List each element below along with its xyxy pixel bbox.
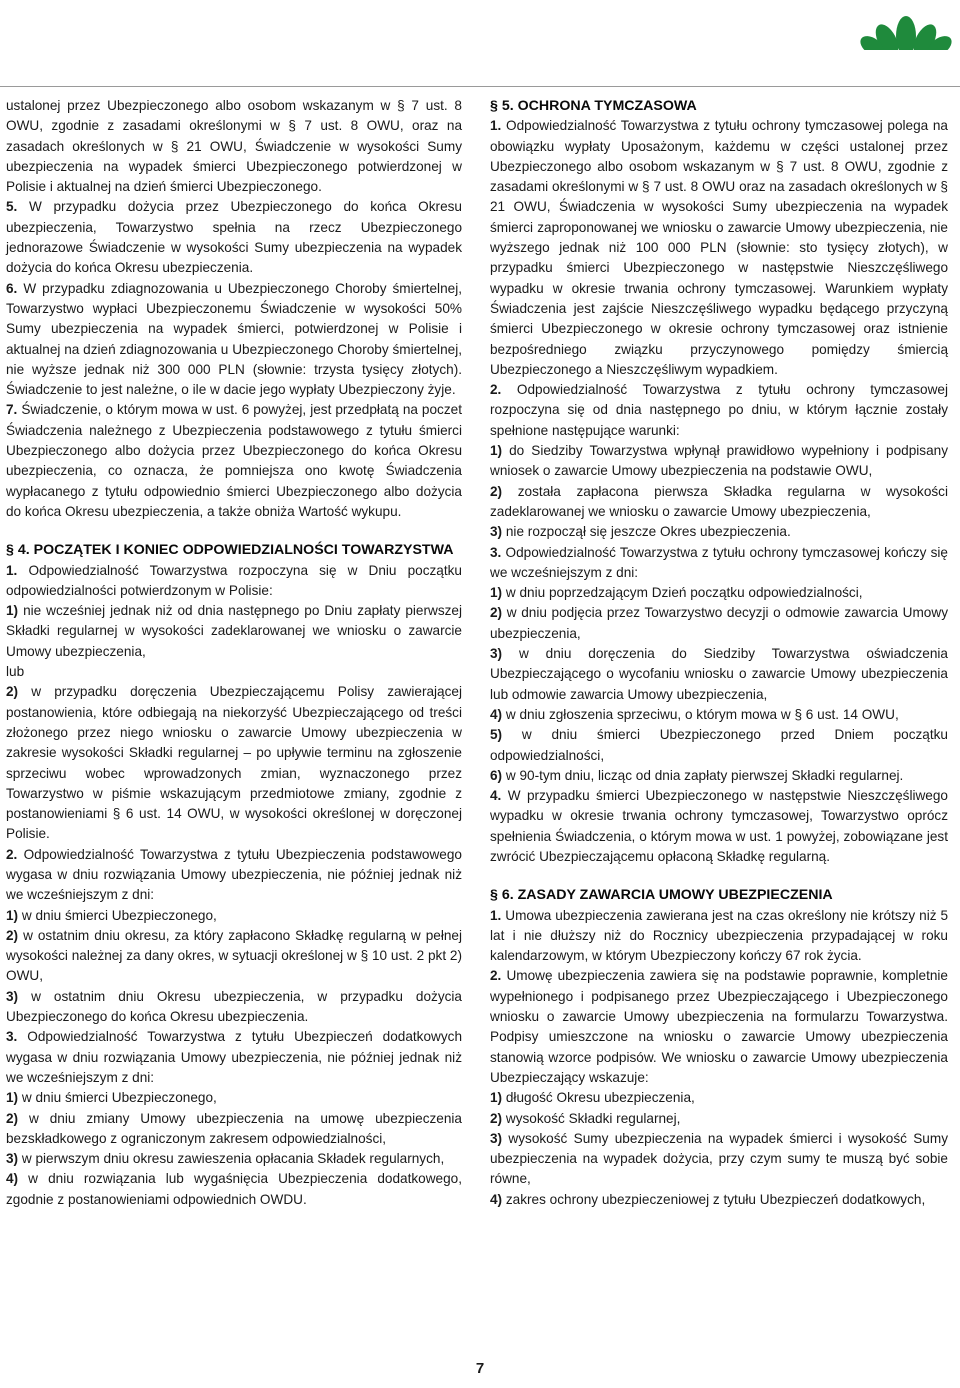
right-column (490, 96, 948, 1210)
paragraph (490, 644, 948, 705)
paragraph (6, 279, 462, 401)
paragraph (6, 1149, 462, 1169)
paragraph-number: 2. (490, 382, 502, 398)
paragraph-number: 1) (6, 603, 19, 619)
paragraph (490, 1190, 948, 1210)
paragraph (6, 1027, 462, 1088)
paragraph-number: 2) (490, 605, 503, 621)
paragraph-text: wysokość Składki regularnej, (502, 1110, 681, 1126)
header-divider (0, 86, 960, 87)
paragraph-number: 2. (490, 968, 502, 984)
paragraph-text: Odpowiedzialność Towarzystwa z tytułu ochrony tymczasowej rozpoczyna się od dnia następnego po dniu, w którym łącznie zostały spełnione następujące warunki: (490, 382, 948, 438)
paragraph-text: Umowa ubezpieczenia zawierana jest na czas określony nie krótszy niż 5 lat i nie dłuższy niż do Rocznicy ubezpieczenia przypadającej w roku kalendarzowym, w którym Ubezpieczony kończy 67 rok życia. (490, 907, 948, 964)
paragraph-text: długość Okresu ubezpieczenia, (502, 1090, 695, 1106)
paragraph (6, 1169, 462, 1210)
paragraph (6, 906, 462, 926)
paragraph (490, 906, 948, 967)
paragraph-text: Umowę ubezpieczenia zawiera się na podstawie poprawnie, kompletnie wypełnionego i podpisanego przez Ubezpieczającego i Ubezpieczonego wniosku o zawarcie Umowy ubezpieczenia na formularzu Towarzystwa. Podpisy umieszczone na wniosku o zawarcie Umowy ubezpieczenia stanowią wzorce podpisów. We wniosku o zawarcie Umowy ubezpieczenia Ubezpieczający wskazuje: (490, 968, 948, 1085)
paragraph (490, 603, 948, 644)
paragraph (490, 583, 948, 603)
paragraph-text: w dniu zgłoszenia sprzeciwu, o którym mowa w § 6 ust. 14 OWU, (502, 706, 899, 722)
paragraph-text: w ostatnim dniu Okresu ubezpieczenia, w przypadku dożycia Ubezpieczonego do końca Okresu ubezpieczenia. (6, 988, 462, 1025)
paragraph-number: 2) (6, 1110, 19, 1126)
paragraph-text: Odpowiedzialność Towarzystwa z tytułu Ubezpieczenia podstawowego wygasa w dniu rozwiązania Umowy ubezpieczenia, nie później jednak niż we wcześniejszym z dni: (6, 846, 462, 903)
paragraph-number: 6) (490, 767, 503, 783)
paragraph-number: 2) (6, 927, 19, 943)
paragraph (6, 1088, 462, 1108)
paragraph (6, 926, 462, 987)
paragraph-text: nie rozpoczął się jeszcze Okres ubezpieczenia. (502, 524, 791, 540)
paragraph-text: Odpowiedzialność Towarzystwa rozpoczyna się w Dniu początku odpowiedzialności potwierdzonym w Polisie: (6, 562, 462, 598)
company-logo-icon (860, 6, 952, 56)
paragraph (6, 561, 462, 602)
paragraph-text: W przypadku dożycia przez Ubezpieczonego do końca Okresu ubezpieczenia, Towarzystwo spełnia na rzecz Ubezpieczonego jednorazowe Świadczenie w wysokości Sumy ubezpieczenia na wypadek dożycia do końca Okresu ubezpieczenia. (6, 199, 462, 276)
paragraph-number: 1. (6, 562, 18, 578)
paragraph-number: 3) (6, 1151, 19, 1167)
paragraph (6, 400, 462, 522)
paragraph (490, 725, 948, 766)
paragraph-text: W przypadku śmierci Ubezpieczonego w następstwie Nieszczęśliwego wypadku w okresie trwania ochrony tymczasowej, Towarzystwo oprócz spełnienia Świadczenia, o którym mowa w ust. 1 powyżej, zobowiązane jest zwrócić Ubezpieczającemu opłaconą Składkę regularną. (490, 788, 948, 864)
paragraph-text: w dniu zmiany Umowy ubezpieczenia na umowę ubezpieczenia bezskładkowego z ograniczonym zakresem odpowiedzialności, (6, 1110, 462, 1146)
paragraph-number: 3. (6, 1029, 18, 1045)
paragraph-text: zakres ochrony ubezpieczeniowej z tytułu Ubezpieczeń dodatkowych, (502, 1191, 926, 1207)
paragraph-number: 3. (490, 544, 502, 560)
paragraph-number: 6. (6, 280, 18, 296)
paragraph-text: w pierwszym dniu okresu zawieszenia opłacania Składek regularnych, (18, 1151, 445, 1167)
paragraph (6, 987, 462, 1028)
paragraph-number: 1) (490, 443, 503, 459)
paragraph (6, 682, 462, 844)
paragraph (490, 380, 948, 441)
paragraph-text: w dniu poprzedzającym Dzień początku odpowiedzialności, (502, 585, 863, 601)
paragraph-text: w przypadku doręczenia Ubezpieczającemu Polisy zawierającej postanowienia, które odbiegają na niekorzyść Ubezpieczającego od treści złożonego przez niego wniosku o zawarcie Umowy ubezpieczenia w zakresie wysokości Składki regularnej – po upływie terminu na zgłoszenie sprzeciwu wobec wprowadzonych zmian, wyznaczonego przez Towarzystwo w piśmie wskazującym przedmiotowe zmiany, zgodnie z postanowieniami § 6 ust. 14 OWU, w wysokości określonej w doręczonej Polisie. (6, 684, 462, 842)
paragraph-number: 3) (490, 646, 503, 662)
paragraph (6, 601, 462, 662)
paragraph (490, 966, 948, 1088)
left-column (6, 96, 462, 1210)
paragraph (490, 766, 948, 786)
paragraph-number: 2) (490, 483, 503, 499)
paragraph-text: w dniu podjęcia przez Towarzystwo decyzji o odmowie zawarcia Umowy ubezpieczenia, (490, 605, 948, 641)
paragraph-number: 1. (490, 118, 502, 134)
paragraph (6, 1109, 462, 1150)
paragraph-text: wysokość Sumy ubezpieczenia na wypadek śmierci i wysokość Sumy ubezpieczenia na wypadek dożycia, przy czym sumy te muszą być sobie równe, (490, 1130, 948, 1187)
paragraph (490, 705, 948, 725)
paragraph-number: 2) (6, 684, 19, 700)
section-heading: § 4. POCZĄTEK I KONIEC ODPOWIEDZIALNOŚCI TOWARZYSTWA (6, 542, 454, 559)
paragraph-text: lub (6, 664, 25, 680)
paragraph-text: do Siedziby Towarzystwa wpłynął prawidłowo wypełniony i podpisany wniosek o zawarcie Umowy ubezpieczenia na podstawie OWU, (490, 443, 948, 479)
section-gap (490, 867, 948, 885)
section-heading: § 5. OCHRONA TYMCZASOWA (490, 98, 697, 114)
paragraph-text: Odpowiedzialność Towarzystwa z tytułu ochrony tymczasowej polega na obowiązku wypłaty Uposażonym, każdemu w części ustalonej przez Ubezpieczonego albo osobom wskazanym w § 7 ust. 8 OWU, zgodnie z zasadami określonymi w § 7 ust. 8 OWU oraz na zasadach określonych w § 21 OWU, Świadczenia w wysokości Sumy ubezpieczenia na wypadek śmierci zaproponowanej we wniosku o zawarcie Umowy ubezpieczenia, nie wyższego jednak niż 100 000 PLN (słownie: sto tysięcy złotych), w przypadku śmierci Ubezpieczonego w następstwie Nieszczęśliwego wypadku w okresie trwania ochrony tymczasowej. Warunkiem wypłaty Świadczenia jest zajście Nieszczęśliwego wypadku będącego przyczyną śmierci Ubezpieczonego w okresie ochrony tymczasowej oraz istnienie bezpośredniego związku przyczynowego pomiędzy śmiercią Ubezpieczonego a Nieszczęśliwym wypadkiem. (490, 118, 948, 377)
paragraph-number: 1) (490, 585, 503, 601)
paragraph (490, 786, 948, 867)
page-number: 7 (475, 1360, 485, 1377)
paragraph-number: 4) (490, 706, 503, 722)
paragraph-number: 5) (490, 727, 503, 743)
paragraph-text: w dniu rozwiązania lub wygaśnięcia Ubezpieczenia dodatkowego, zgodnie z postanowieniami odpowiednich OWDU. (6, 1171, 462, 1207)
paragraph-number: 2. (6, 846, 18, 862)
section-heading: § 6. ZASADY ZAWARCIA UMOWY UBEZPIECZENIA (490, 887, 833, 904)
paragraph (6, 845, 462, 906)
paragraph-text: została zapłacona pierwsza Składka regularna w wysokości zadeklarowanej we wniosku o zawarcie Umowy ubezpieczenia, (490, 483, 948, 519)
paragraph-number: 4. (490, 788, 502, 804)
paragraph-text: nie wcześniej jednak niż od dnia następnego po Dniu zapłaty pierwszej Składki regularnej w wysokości zadeklarowanej we wniosku o zawarcie Umowy ubezpieczenia, (6, 603, 462, 659)
paragraph (490, 1109, 948, 1129)
paragraph-text: W przypadku zdiagnozowania u Ubezpieczonego Choroby śmiertelnej, Towarzystwo wypłaci Ubezpieczonemu Świadczenie w wysokości 50% Sumy ubezpieczenia na wypadek śmierci, potwierdzonej w Polisie i aktualnej na dzień zdiagnozowania u Ubezpieczonego Choroby śmiertelnej, nie wyższe jednak niż 300 000 PLN (słownie: trzysta tysięcy złotych). Świadczenie to jest należne, o ile w dacie jego wypłaty Ubezpieczony żyje. (6, 280, 462, 398)
paragraph-text: Odpowiedzialność Towarzystwa z tytułu Ubezpieczeń dodatkowych wygasa w dniu rozwiązania Umowy ubezpieczenia, nie później jednak niż we wcześniejszym z dni: (6, 1029, 462, 1085)
paragraph (490, 1088, 948, 1108)
paragraph (6, 662, 462, 682)
paragraph-text: w 90-tym dniu, licząc od dnia zapłaty pierwszej Składki regularnej. (502, 767, 904, 783)
section-gap (6, 522, 462, 540)
paragraph (490, 1129, 948, 1190)
paragraph (6, 197, 462, 278)
paragraph-text: w dniu doręczenia do Siedziby Towarzystwa oświadczenia Ubezpieczającego o wycofaniu wniosku o zawarcie Umowy ubezpieczenia lub odmowie zawarcia Umowy ubezpieczenia, (490, 646, 948, 702)
paragraph-number: 1) (490, 1090, 503, 1106)
paragraph-number: 1) (6, 907, 19, 923)
paragraph-number: 4) (6, 1171, 19, 1187)
paragraph-text: w dniu śmierci Ubezpieczonego przed Dniem początku odpowiedzialności, (490, 727, 948, 763)
paragraph (490, 116, 948, 380)
paragraph (490, 441, 948, 482)
paragraph (6, 96, 462, 197)
paragraph-number: 2) (490, 1110, 503, 1126)
paragraph-number: 7. (6, 402, 18, 418)
paragraph (490, 522, 948, 542)
paragraph-text: Świadczenie, o którym mowa w ust. 6 powyżej, jest przedpłatą na poczet Świadczenia należnego z Ubezpieczenia podstawowego z tytułu śmierci Ubezpieczonego albo dożycia przez Ubezpieczonego do końca Okresu ubezpieczenia, co oznacza, że pomniejsza ono kwotę Świadczenia wypłacanego z tytułu odpowiednio śmierci Ubezpieczonego albo dożycia do końca Okresu ubezpieczenia, a także obniża Wartość wykupu. (6, 402, 462, 519)
paragraph-number: 1. (490, 907, 502, 923)
paragraph-number: 3) (490, 524, 503, 540)
paragraph-text: w ostatnim dniu okresu, za który zapłacono Składkę regularną w pełnej wysokości należnej za dany okres, w sytuacji określonej w § 10 ust. 2 pkt 2) OWU, (6, 927, 462, 984)
paragraph (490, 543, 948, 584)
paragraph-text: ustalonej przez Ubezpieczonego albo osobom wskazanym w § 7 ust. 8 OWU, zgodnie z zasadami określonymi w § 7 ust. 8 OWU, oraz na zasadach określonych w § 21 OWU, Świadczenie w wysokości Sumy ubezpieczenia na wypadek śmierci Ubezpieczonego potwierdzonej w Polisie i aktualnej na dzień śmierci Ubezpieczonego. (6, 98, 462, 195)
paragraph-number: 4) (490, 1191, 503, 1207)
paragraph-number: 1) (6, 1090, 19, 1106)
paragraph-text: w dniu śmierci Ubezpieczonego, (18, 1090, 217, 1106)
paragraph-number: 5. (6, 199, 18, 215)
paragraph (490, 482, 948, 523)
paragraph-number: 3) (490, 1130, 503, 1146)
paragraph-number: 3) (6, 988, 19, 1004)
paragraph-text: w dniu śmierci Ubezpieczonego, (18, 907, 217, 923)
paragraph-text: Odpowiedzialność Towarzystwa z tytułu ochrony tymczasowej kończy się we wcześniejszym z dni: (490, 544, 948, 580)
